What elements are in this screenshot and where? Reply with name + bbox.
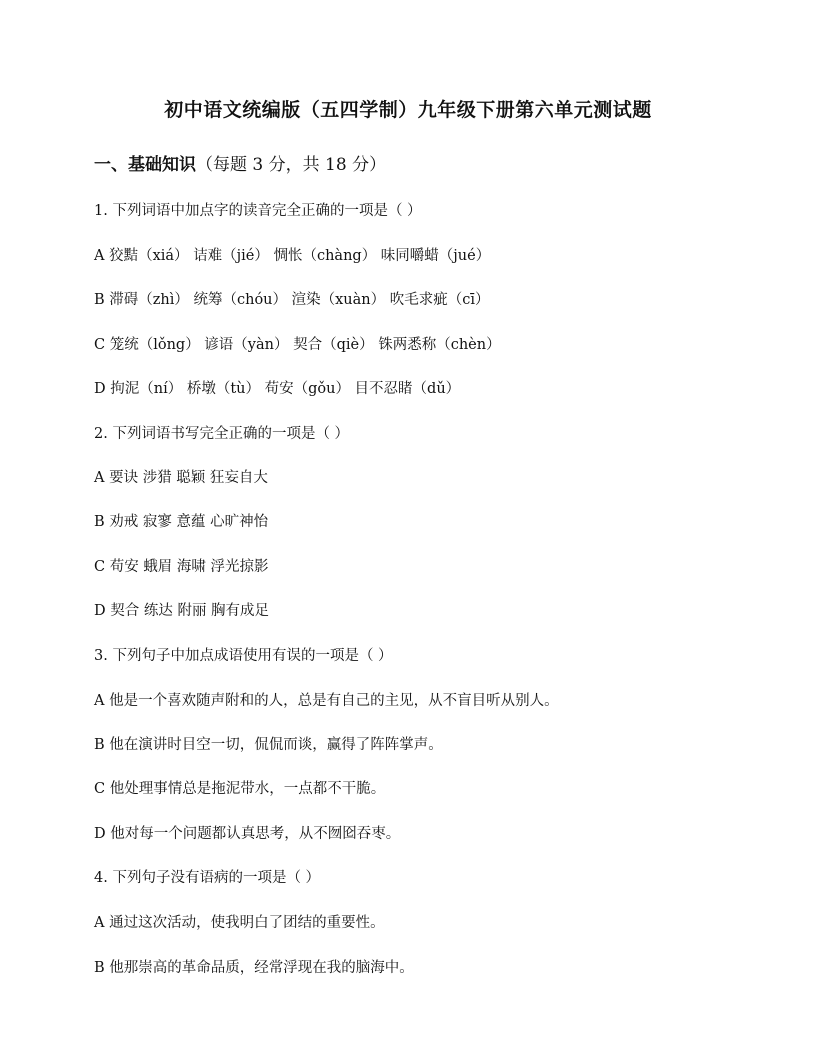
question-3-option-d: D 他对每一个问题都认真思考，从不囫囵吞枣。 <box>94 826 401 842</box>
page-title: 初中语文统编版（五四学制）九年级下册第六单元测试题 <box>164 99 652 121</box>
question-1-option-c: C 笼统（lǒng） 谚语（yàn） 契合（qiè） 铢两悉称（chèn） <box>94 337 501 353</box>
section-heading-scoring: （每题 3 分，共 18 分） <box>196 155 387 175</box>
question-1-option-d: D 拘泥（ní） 桥墩（tù） 苟安（gǒu） 目不忍睹（dǔ） <box>94 381 461 397</box>
question-4-option-b: B 他那崇高的革命品质，经常浮现在我的脑海中。 <box>94 960 414 976</box>
question-3-option-c: C 他处理事情总是拖泥带水，一点都不干脆。 <box>94 781 386 797</box>
question-1-stem: 1. 下列词语中加点字的读音完全正确的一项是（ ） <box>94 203 422 219</box>
question-2-option-a: A 要诀 涉猎 聪颖 狂妄自大 <box>94 470 268 486</box>
section-heading-label: 一、基础知识 <box>94 155 196 175</box>
section-heading <box>94 150 386 175</box>
question-1-option-b: B 滞碍（zhì） 统筹（chóu） 渲染（xuàn） 吹毛求疵（cī） <box>94 292 490 308</box>
question-3-stem: 3. 下列句子中加点成语使用有误的一项是（ ） <box>94 648 393 664</box>
question-3-option-a: A 他是一个喜欢随声附和的人，总是有自己的主见，从不盲目听从别人。 <box>94 693 559 709</box>
question-4-option-a: A 通过这次活动，使我明白了团结的重要性。 <box>94 915 385 931</box>
question-2-option-b: B 劝戒 寂寥 意蕴 心旷神怡 <box>94 514 269 530</box>
question-2-option-d: D 契合 练达 附丽 胸有成足 <box>94 603 270 619</box>
question-4-stem: 4. 下列句子没有语病的一项是（ ） <box>94 870 321 886</box>
question-2-option-c: C 苟安 蛾眉 海啸 浮光掠影 <box>94 559 269 575</box>
question-2-stem: 2. 下列词语书写完全正确的一项是（ ） <box>94 426 350 442</box>
question-1-option-a: A 狡黠（xiá） 诘难（jié） 惆怅（chàng） 味同嚼蜡（jué） <box>94 248 491 264</box>
question-3-option-b: B 他在演讲时目空一切，侃侃而谈，赢得了阵阵掌声。 <box>94 737 443 753</box>
